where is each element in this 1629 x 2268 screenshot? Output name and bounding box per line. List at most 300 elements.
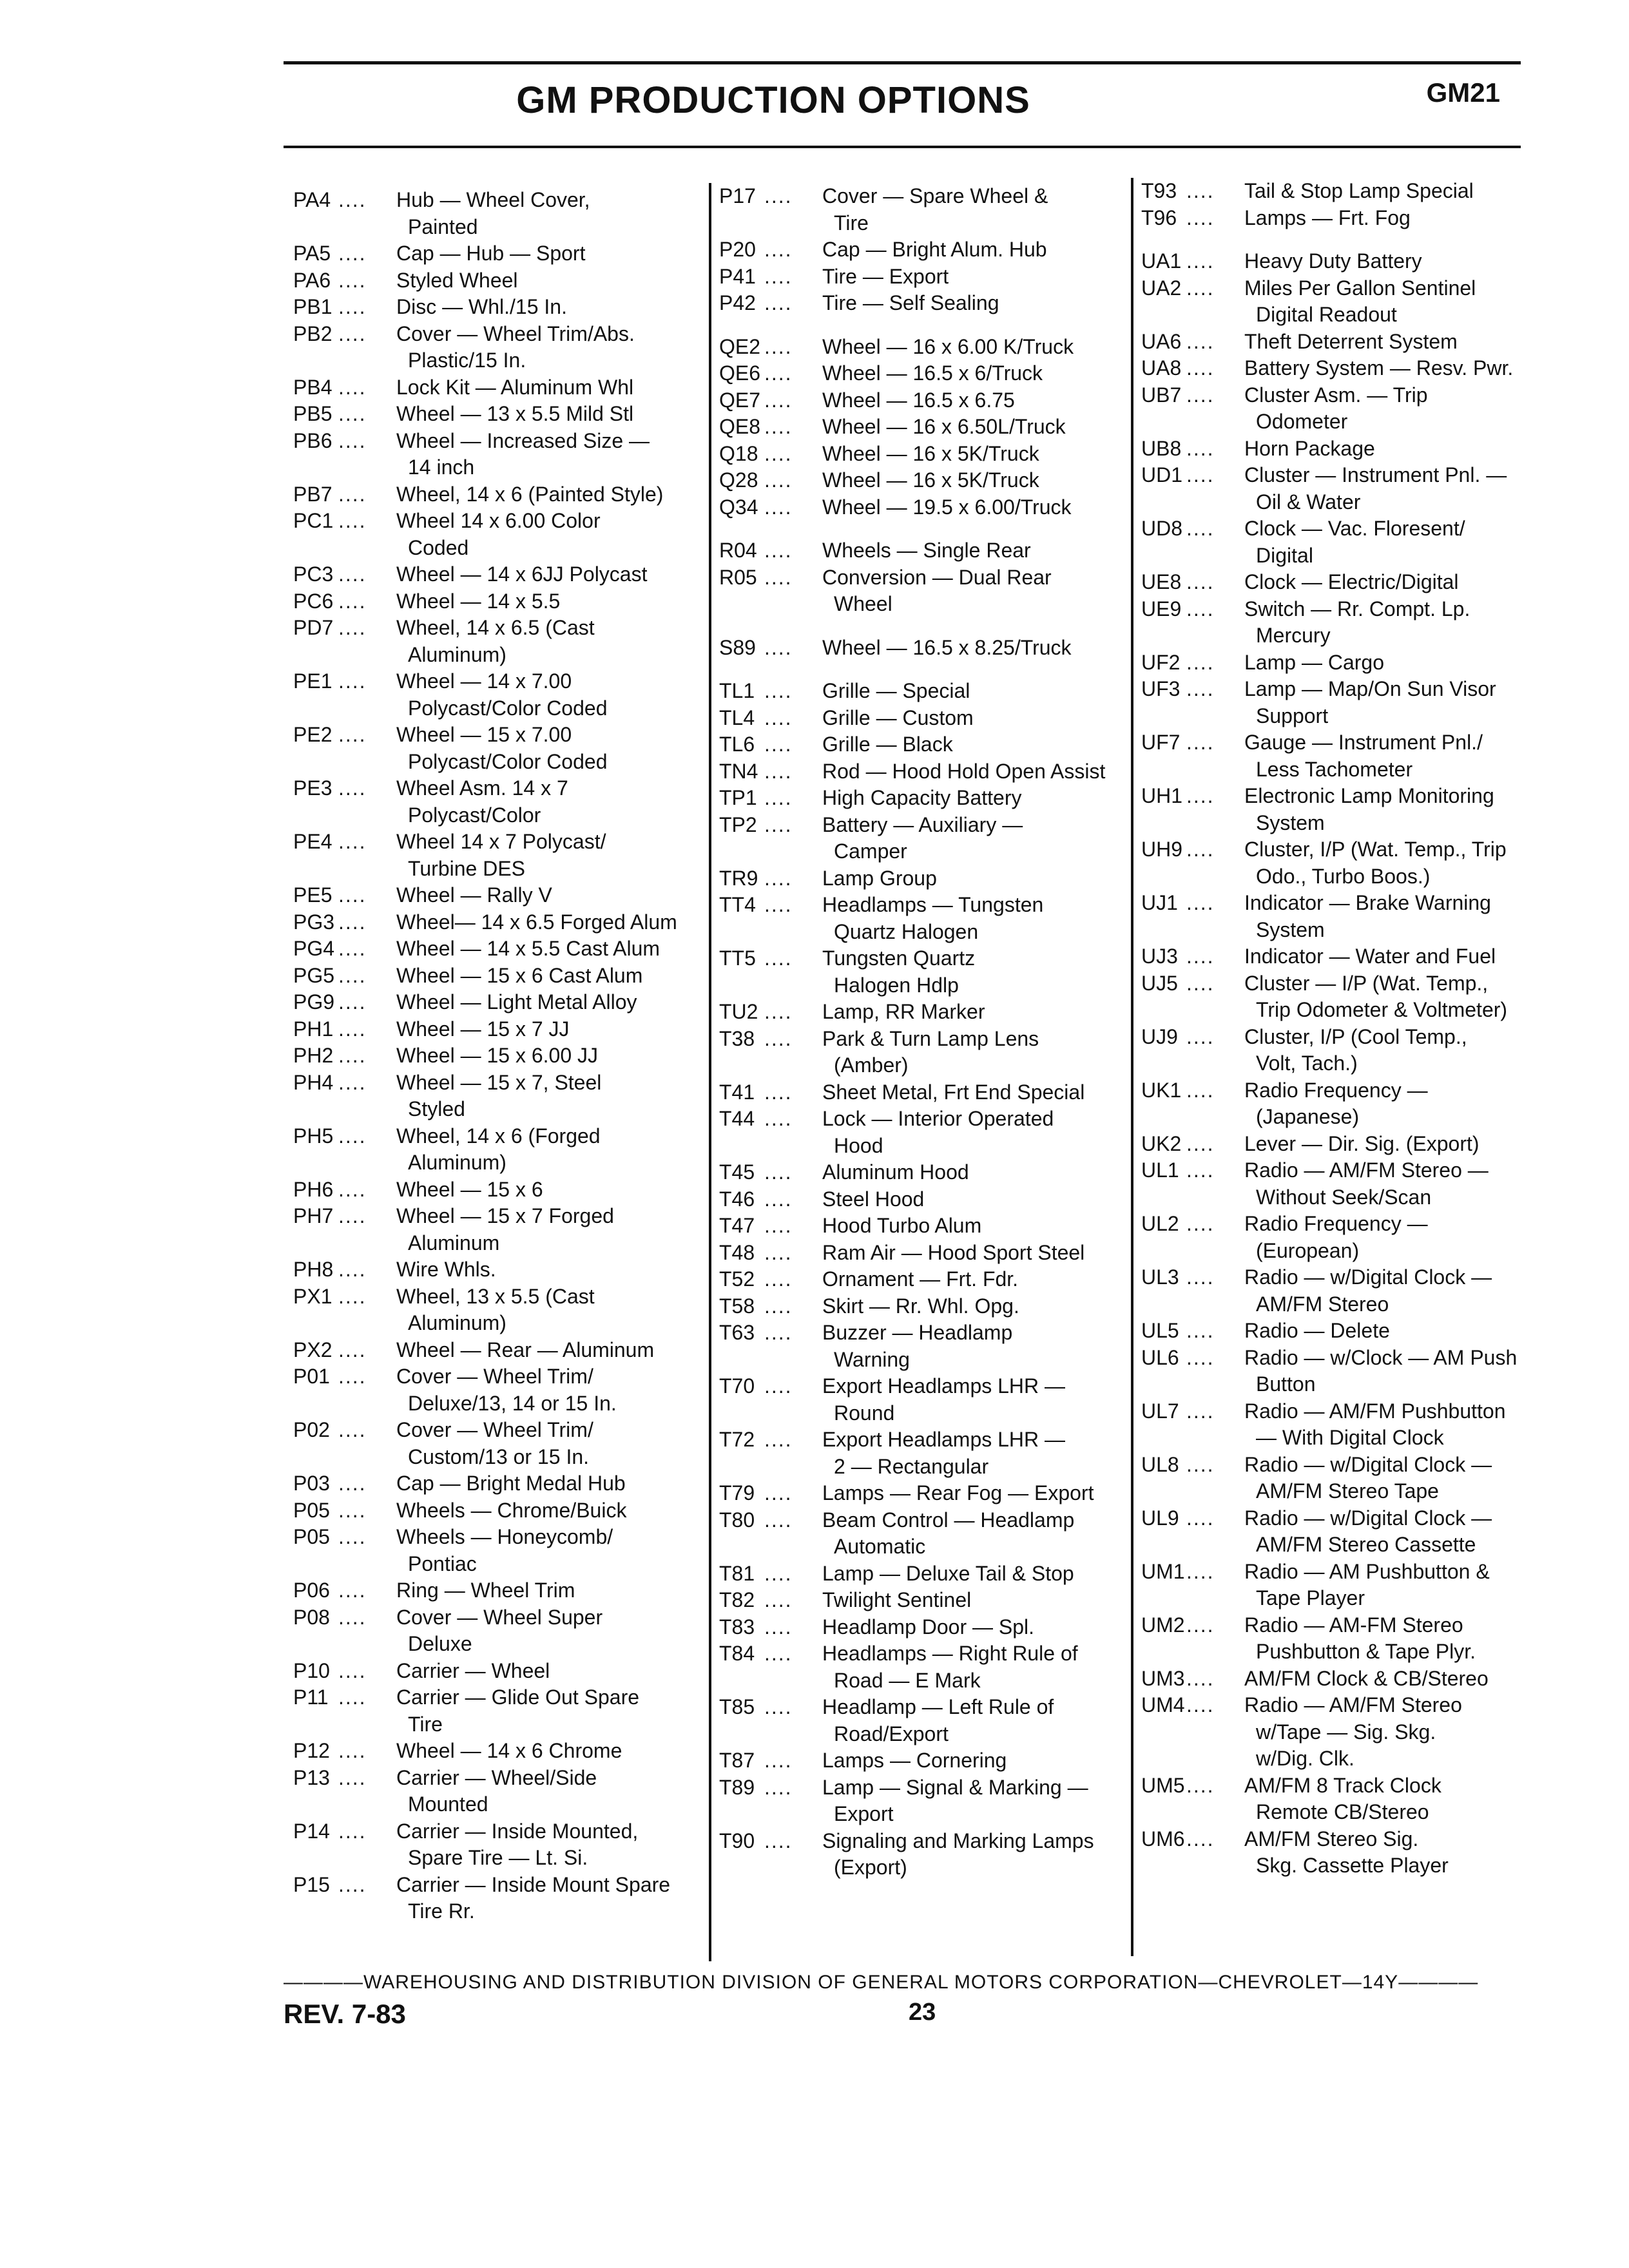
description-line: Mercury bbox=[1256, 624, 1331, 647]
description-line: Radio — AM/FM Pushbutton bbox=[1244, 1399, 1506, 1423]
option-entry bbox=[719, 1640, 1132, 1694]
description-line: Disc — Whl./15 In. bbox=[396, 295, 567, 318]
option-entry bbox=[293, 1337, 706, 1364]
footer-division-line: ————WAREHOUSING AND DISTRIBUTION DIVISION OF GENERAL MOTORS CORPORATION—CHEVROLET—14Y———— bbox=[284, 1972, 1479, 1993]
option-code: UA1 bbox=[1141, 249, 1182, 273]
option-entry bbox=[293, 829, 706, 882]
description-line: Without Seek/Scan bbox=[1256, 1185, 1432, 1209]
option-code: TL4 bbox=[719, 706, 755, 729]
leader-dots: .... bbox=[1186, 179, 1215, 202]
description-line: Lamp — Cargo bbox=[1244, 650, 1384, 674]
option-code: P02 bbox=[293, 1418, 330, 1441]
option-entry bbox=[293, 1577, 706, 1604]
option-description bbox=[822, 892, 1132, 945]
option-description bbox=[822, 290, 1132, 317]
option-description bbox=[1244, 890, 1554, 943]
option-code: T93 bbox=[1141, 179, 1177, 202]
option-description bbox=[1244, 676, 1554, 729]
leader-dots: .... bbox=[338, 562, 367, 586]
leader-dots: .... bbox=[764, 264, 793, 288]
option-entry bbox=[719, 387, 1132, 414]
leader-dots: .... bbox=[1186, 1506, 1215, 1530]
description-line: Oil & Water bbox=[1256, 490, 1361, 514]
description-line: Cover — Wheel Super bbox=[396, 1605, 603, 1629]
option-code: R05 bbox=[719, 565, 757, 589]
leader-dots: .... bbox=[1186, 1693, 1215, 1716]
option-code: T48 bbox=[719, 1240, 755, 1264]
description-line: Cover — Wheel Trim/Abs. bbox=[396, 322, 635, 345]
leader-dots: .... bbox=[1186, 517, 1215, 540]
description-line: Aluminum Hood bbox=[822, 1160, 969, 1184]
option-code: UD8 bbox=[1141, 517, 1183, 540]
option-code: UA6 bbox=[1141, 329, 1182, 353]
description-line: Tungsten Quartz bbox=[822, 947, 976, 970]
description-line: Spare Tire — Lt. Si. bbox=[408, 1846, 588, 1869]
description-line: Quartz Halogen bbox=[834, 919, 979, 943]
option-description bbox=[822, 812, 1132, 865]
description-line: Polycast/Color Coded bbox=[408, 696, 608, 720]
option-code: UL5 bbox=[1141, 1319, 1179, 1342]
description-line: Polycast/Color Coded bbox=[408, 749, 608, 773]
option-entry bbox=[719, 290, 1132, 317]
option-description bbox=[1244, 1131, 1554, 1158]
leader-dots: .... bbox=[764, 184, 793, 207]
leader-dots: .... bbox=[338, 990, 367, 1014]
option-description bbox=[822, 494, 1132, 521]
option-description bbox=[1244, 205, 1554, 232]
description-line: Wheel — 16 x 5K/Truck bbox=[822, 441, 1039, 465]
option-entry bbox=[719, 1186, 1132, 1213]
option-code: UJ9 bbox=[1141, 1024, 1178, 1048]
option-entry bbox=[719, 635, 1132, 662]
option-description bbox=[822, 1079, 1132, 1106]
option-description bbox=[822, 1614, 1132, 1641]
leader-dots: .... bbox=[1186, 1265, 1215, 1289]
option-code: PB2 bbox=[293, 322, 333, 345]
option-description bbox=[822, 236, 1132, 264]
option-entry bbox=[293, 481, 706, 508]
option-description bbox=[822, 1427, 1132, 1480]
option-entry bbox=[719, 1480, 1132, 1507]
option-entry bbox=[1141, 1452, 1554, 1505]
option-description bbox=[396, 722, 706, 775]
option-description bbox=[822, 1373, 1132, 1427]
description-line: Aluminum) bbox=[408, 1151, 506, 1174]
option-entry bbox=[719, 334, 1132, 361]
option-entry bbox=[293, 187, 706, 240]
option-entry bbox=[719, 1561, 1132, 1588]
description-line: (Export) bbox=[834, 1856, 907, 1879]
description-line: — With Digital Clock bbox=[1256, 1426, 1444, 1449]
option-code: PD7 bbox=[293, 616, 334, 639]
option-entry bbox=[293, 561, 706, 588]
option-entry bbox=[1141, 1505, 1554, 1559]
leader-dots: .... bbox=[764, 495, 793, 519]
option-description bbox=[822, 705, 1132, 732]
leader-dots: .... bbox=[764, 539, 793, 562]
option-entry bbox=[293, 588, 706, 615]
option-entry bbox=[1141, 355, 1554, 382]
option-code: PH5 bbox=[293, 1124, 334, 1148]
option-code: T46 bbox=[719, 1187, 755, 1211]
leader-dots: .... bbox=[1186, 356, 1215, 380]
leader-dots: .... bbox=[338, 1177, 367, 1201]
description-line: Wheel — 14 x 5.5 bbox=[396, 589, 561, 613]
option-code: PA5 bbox=[293, 242, 331, 265]
option-description bbox=[822, 467, 1132, 494]
leader-dots: .... bbox=[338, 910, 367, 934]
description-line: (Japanese) bbox=[1256, 1105, 1360, 1128]
option-code: UL8 bbox=[1141, 1452, 1179, 1476]
description-line: Skirt — Rr. Whl. Opg. bbox=[822, 1294, 1019, 1318]
leader-dots: .... bbox=[764, 1561, 793, 1585]
option-code: PB1 bbox=[293, 295, 333, 318]
option-description bbox=[822, 1213, 1132, 1240]
option-code: T84 bbox=[719, 1642, 755, 1665]
option-entry bbox=[1141, 596, 1554, 649]
option-code: UB7 bbox=[1141, 383, 1182, 407]
option-description bbox=[822, 1266, 1132, 1293]
option-entry bbox=[719, 537, 1132, 564]
option-entry bbox=[1141, 1826, 1554, 1879]
option-entry bbox=[1141, 1024, 1554, 1077]
description-line: Painted bbox=[408, 215, 478, 238]
description-line: (European) bbox=[1256, 1238, 1360, 1262]
option-code: UF7 bbox=[1141, 731, 1181, 754]
option-entry bbox=[719, 1079, 1132, 1106]
option-entry bbox=[719, 236, 1132, 264]
option-code: T83 bbox=[719, 1615, 755, 1639]
leader-dots: .... bbox=[1186, 1666, 1215, 1690]
option-code: UE9 bbox=[1141, 597, 1182, 620]
option-entry bbox=[293, 240, 706, 267]
option-description bbox=[396, 374, 706, 401]
description-line: Remote CB/Stereo bbox=[1256, 1800, 1429, 1823]
option-entry bbox=[1141, 890, 1554, 943]
leader-dots: .... bbox=[338, 375, 367, 399]
option-description bbox=[396, 1070, 706, 1123]
leader-dots: .... bbox=[764, 635, 793, 659]
description-line: Wheel — 14 x 6 Chrome bbox=[396, 1739, 622, 1762]
option-code: T41 bbox=[719, 1080, 755, 1104]
description-line: Wheel 14 x 6.00 Color bbox=[396, 509, 601, 532]
description-line: Grille — Black bbox=[822, 733, 953, 756]
option-description bbox=[396, 187, 706, 240]
option-code: UL6 bbox=[1141, 1345, 1179, 1369]
leader-dots: .... bbox=[764, 1000, 793, 1023]
description-line: 14 inch bbox=[408, 456, 475, 479]
description-line: Tire bbox=[834, 211, 869, 235]
leader-dots: .... bbox=[1186, 1212, 1215, 1235]
description-line: Lamp — Deluxe Tail & Stop bbox=[822, 1561, 1074, 1585]
option-description bbox=[396, 1738, 706, 1765]
description-line: Switch — Rr. Compt. Lp. bbox=[1244, 597, 1470, 620]
option-entry bbox=[1141, 943, 1554, 970]
option-entry bbox=[293, 321, 706, 374]
leader-dots: .... bbox=[338, 830, 367, 853]
description-line: Custom/13 or 15 In. bbox=[408, 1445, 590, 1468]
option-description bbox=[396, 294, 706, 321]
leader-dots: .... bbox=[764, 238, 793, 261]
description-line: Hub — Wheel Cover, bbox=[396, 188, 590, 211]
leader-dots: .... bbox=[1186, 383, 1215, 407]
option-description bbox=[822, 1828, 1132, 1881]
leader-dots: .... bbox=[764, 786, 793, 809]
option-description bbox=[396, 989, 706, 1016]
leader-dots: .... bbox=[1186, 1452, 1215, 1476]
leader-dots: .... bbox=[338, 482, 367, 506]
description-line: Lamp — Map/On Sun Visor bbox=[1244, 677, 1496, 700]
option-description bbox=[822, 1774, 1132, 1828]
leader-dots: .... bbox=[338, 1070, 367, 1094]
revision-label: REV. 7-83 bbox=[284, 1999, 406, 2029]
option-entry bbox=[1141, 248, 1554, 275]
description-line: Beam Control — Headlamp bbox=[822, 1508, 1075, 1532]
option-entry bbox=[293, 267, 706, 294]
option-description bbox=[822, 678, 1132, 705]
description-line: System bbox=[1256, 918, 1325, 941]
description-line: Coded bbox=[408, 535, 469, 559]
description-line: Round bbox=[834, 1401, 895, 1425]
leader-dots: .... bbox=[338, 402, 367, 425]
option-description bbox=[1244, 436, 1554, 463]
description-line: Lamps — Frt. Fog bbox=[1244, 206, 1411, 229]
option-entry bbox=[1141, 1157, 1554, 1211]
leader-dots: .... bbox=[338, 242, 367, 265]
leader-dots: .... bbox=[1186, 1827, 1215, 1850]
leader-dots: .... bbox=[764, 1214, 793, 1237]
option-description bbox=[396, 508, 706, 561]
option-entry bbox=[1141, 836, 1554, 890]
description-line: Deluxe/13, 14 or 15 In. bbox=[408, 1391, 617, 1415]
option-description bbox=[396, 401, 706, 428]
leader-dots: .... bbox=[338, 1739, 367, 1762]
leader-dots: .... bbox=[764, 812, 793, 836]
description-line: Wheel — 15 x 7, Steel bbox=[396, 1070, 602, 1094]
description-line: Indicator — Water and Fuel bbox=[1244, 945, 1496, 968]
leader-dots: .... bbox=[338, 937, 367, 960]
description-line: Wheel — Light Metal Alloy bbox=[396, 990, 637, 1014]
description-line: Radio — w/Digital Clock — bbox=[1244, 1452, 1492, 1476]
leader-dots: .... bbox=[764, 1615, 793, 1639]
option-entry bbox=[293, 989, 706, 1016]
leader-dots: .... bbox=[338, 1658, 367, 1682]
leader-dots: .... bbox=[1186, 436, 1215, 460]
option-entry bbox=[1141, 1077, 1554, 1131]
description-line: Wheel, 14 x 6 (Forged bbox=[396, 1124, 601, 1148]
option-entry bbox=[293, 1070, 706, 1123]
description-line: Horn Package bbox=[1244, 436, 1375, 460]
option-description bbox=[396, 1684, 706, 1738]
option-entry bbox=[719, 678, 1132, 705]
option-entry bbox=[1141, 329, 1554, 356]
description-line: Cap — Hub — Sport bbox=[396, 242, 586, 265]
option-description bbox=[822, 360, 1132, 387]
description-line: Wheel— 14 x 6.5 Forged Alum bbox=[396, 910, 677, 934]
leader-dots: .... bbox=[1186, 276, 1215, 300]
option-code: UE8 bbox=[1141, 570, 1182, 593]
option-description bbox=[396, 1283, 706, 1337]
description-line: Skg. Cassette Player bbox=[1256, 1854, 1449, 1877]
option-description bbox=[822, 1240, 1132, 1267]
description-line: Carrier — Inside Mounted, bbox=[396, 1819, 639, 1843]
option-entry bbox=[719, 758, 1132, 785]
description-line: Aluminum) bbox=[408, 642, 506, 666]
option-code: PG9 bbox=[293, 990, 335, 1014]
description-line: Radio — Delete bbox=[1244, 1319, 1390, 1342]
option-description bbox=[822, 1026, 1132, 1079]
leader-dots: .... bbox=[1186, 1158, 1215, 1182]
option-description bbox=[822, 1507, 1132, 1561]
description-line: Wheel — 16.5 x 8.25/Truck bbox=[822, 635, 1072, 659]
option-entry bbox=[1141, 515, 1554, 569]
leader-dots: .... bbox=[338, 1284, 367, 1308]
option-code: UL2 bbox=[1141, 1212, 1179, 1235]
description-line: Cluster — Instrument Pnl. — bbox=[1244, 463, 1507, 486]
option-code: P41 bbox=[719, 264, 756, 288]
description-line: Headlamps — Tungsten bbox=[822, 893, 1044, 916]
option-code: P03 bbox=[293, 1472, 330, 1495]
option-code: P12 bbox=[293, 1739, 330, 1762]
description-line: Tire — Export bbox=[822, 264, 949, 288]
description-line: Lamp — Signal & Marking — bbox=[822, 1775, 1088, 1799]
description-line: Indicator — Brake Warning bbox=[1244, 891, 1491, 914]
description-line: Less Tachometer bbox=[1256, 757, 1413, 781]
leader-dots: .... bbox=[764, 1374, 793, 1398]
leader-dots: .... bbox=[338, 509, 367, 532]
leader-dots: .... bbox=[764, 893, 793, 916]
description-line: Carrier — Wheel/Side bbox=[396, 1765, 597, 1789]
option-code: UB8 bbox=[1141, 436, 1182, 460]
description-line: Electronic Lamp Monitoring bbox=[1244, 784, 1494, 807]
description-line: Wheel 14 x 7 Polycast/ bbox=[396, 830, 606, 853]
option-entry bbox=[293, 668, 706, 722]
option-code: T87 bbox=[719, 1749, 755, 1772]
leader-dots: .... bbox=[338, 883, 367, 907]
option-entry bbox=[293, 1524, 706, 1577]
option-entry bbox=[293, 1283, 706, 1337]
description-line: AM/FM Stereo bbox=[1256, 1292, 1389, 1316]
option-entry bbox=[293, 1363, 706, 1417]
option-code: P08 bbox=[293, 1605, 330, 1629]
option-code: P01 bbox=[293, 1365, 330, 1388]
description-line: Camper bbox=[834, 840, 907, 863]
description-line: Radio — AM Pushbutton & bbox=[1244, 1559, 1490, 1583]
option-entry bbox=[293, 1256, 706, 1283]
section-gap bbox=[719, 618, 1132, 635]
description-line: Theft Deterrent System bbox=[1244, 329, 1458, 353]
option-description bbox=[1244, 649, 1554, 677]
option-code: TN4 bbox=[719, 759, 758, 783]
description-line: Wheel — 19.5 x 6.00/Truck bbox=[822, 495, 1072, 519]
option-description bbox=[396, 1337, 706, 1364]
option-entry bbox=[293, 1738, 706, 1765]
option-description bbox=[1244, 836, 1554, 890]
option-entry bbox=[719, 945, 1132, 999]
option-entry bbox=[1141, 1612, 1554, 1666]
option-code: QE8 bbox=[719, 415, 761, 438]
option-description bbox=[396, 1363, 706, 1417]
option-code: UJ5 bbox=[1141, 971, 1178, 995]
option-description bbox=[396, 1123, 706, 1177]
description-line: Wire Whls. bbox=[396, 1258, 496, 1281]
option-description bbox=[822, 635, 1132, 662]
option-entry bbox=[293, 1658, 706, 1685]
leader-dots: .... bbox=[764, 565, 793, 589]
option-description bbox=[822, 1640, 1132, 1694]
leader-dots: .... bbox=[1186, 329, 1215, 353]
option-code: UL7 bbox=[1141, 1399, 1179, 1423]
option-description bbox=[396, 882, 706, 909]
description-line: Lock — Interior Operated bbox=[822, 1107, 1054, 1130]
option-entry bbox=[719, 1774, 1132, 1828]
description-line: Odometer bbox=[1256, 410, 1348, 433]
description-line: Lamp Group bbox=[822, 866, 937, 890]
option-entry bbox=[719, 1828, 1132, 1881]
option-code: UJ3 bbox=[1141, 945, 1178, 968]
option-entry bbox=[1141, 205, 1554, 232]
description-line: w/Tape — Sig. Skg. bbox=[1256, 1720, 1436, 1744]
leader-dots: .... bbox=[764, 1695, 793, 1718]
option-entry bbox=[719, 1159, 1132, 1186]
option-description bbox=[1244, 1318, 1554, 1345]
leader-dots: .... bbox=[1186, 1024, 1215, 1048]
option-description bbox=[396, 936, 706, 963]
option-code: T38 bbox=[719, 1026, 755, 1050]
option-description bbox=[822, 1293, 1132, 1320]
description-line: Tire Rr. bbox=[408, 1899, 475, 1923]
description-line: Wheel — 16 x 6.50L/Truck bbox=[822, 415, 1066, 438]
option-description bbox=[396, 829, 706, 882]
description-line: Pushbutton & Tape Plyr. bbox=[1256, 1640, 1476, 1663]
leader-dots: .... bbox=[338, 1418, 367, 1441]
option-description bbox=[1244, 1452, 1554, 1505]
option-entry bbox=[1141, 1666, 1554, 1693]
option-code: PB4 bbox=[293, 375, 333, 399]
option-description bbox=[1244, 1666, 1554, 1693]
option-code: T70 bbox=[719, 1374, 755, 1398]
description-line: Grille — Special bbox=[822, 679, 970, 702]
section-gap bbox=[719, 661, 1132, 678]
leader-dots: .... bbox=[764, 1160, 793, 1184]
description-line: Wheel — 14 x 5.5 Cast Alum bbox=[396, 937, 660, 960]
option-description bbox=[1244, 382, 1554, 436]
description-line: Wheel — 15 x 6 bbox=[396, 1177, 543, 1201]
option-description bbox=[1244, 970, 1554, 1024]
option-description bbox=[396, 1470, 706, 1497]
description-line: Radio — AM-FM Stereo bbox=[1244, 1613, 1463, 1637]
description-line: Export Headlamps LHR — bbox=[822, 1374, 1066, 1398]
option-description bbox=[396, 775, 706, 829]
description-line: Wheel — 15 x 6 Cast Alum bbox=[396, 963, 643, 987]
leader-dots: .... bbox=[1186, 1131, 1215, 1155]
option-code: T63 bbox=[719, 1321, 755, 1344]
option-code: T72 bbox=[719, 1428, 755, 1451]
description-line: Carrier — Glide Out Spare bbox=[396, 1686, 640, 1709]
option-description bbox=[822, 945, 1132, 999]
leader-dots: .... bbox=[1186, 677, 1215, 700]
option-description bbox=[396, 1417, 706, 1470]
leader-dots: .... bbox=[1186, 731, 1215, 754]
description-line: Twilight Sentinel bbox=[822, 1588, 972, 1611]
description-line: Ram Air — Hood Sport Steel bbox=[822, 1240, 1085, 1264]
description-line: Steel Hood bbox=[822, 1187, 925, 1211]
option-entry bbox=[293, 1016, 706, 1043]
description-line: AM/FM Clock & CB/Stereo bbox=[1244, 1666, 1489, 1690]
leader-dots: .... bbox=[764, 1749, 793, 1772]
option-description bbox=[1244, 1398, 1554, 1452]
description-line: Tire bbox=[408, 1712, 443, 1736]
